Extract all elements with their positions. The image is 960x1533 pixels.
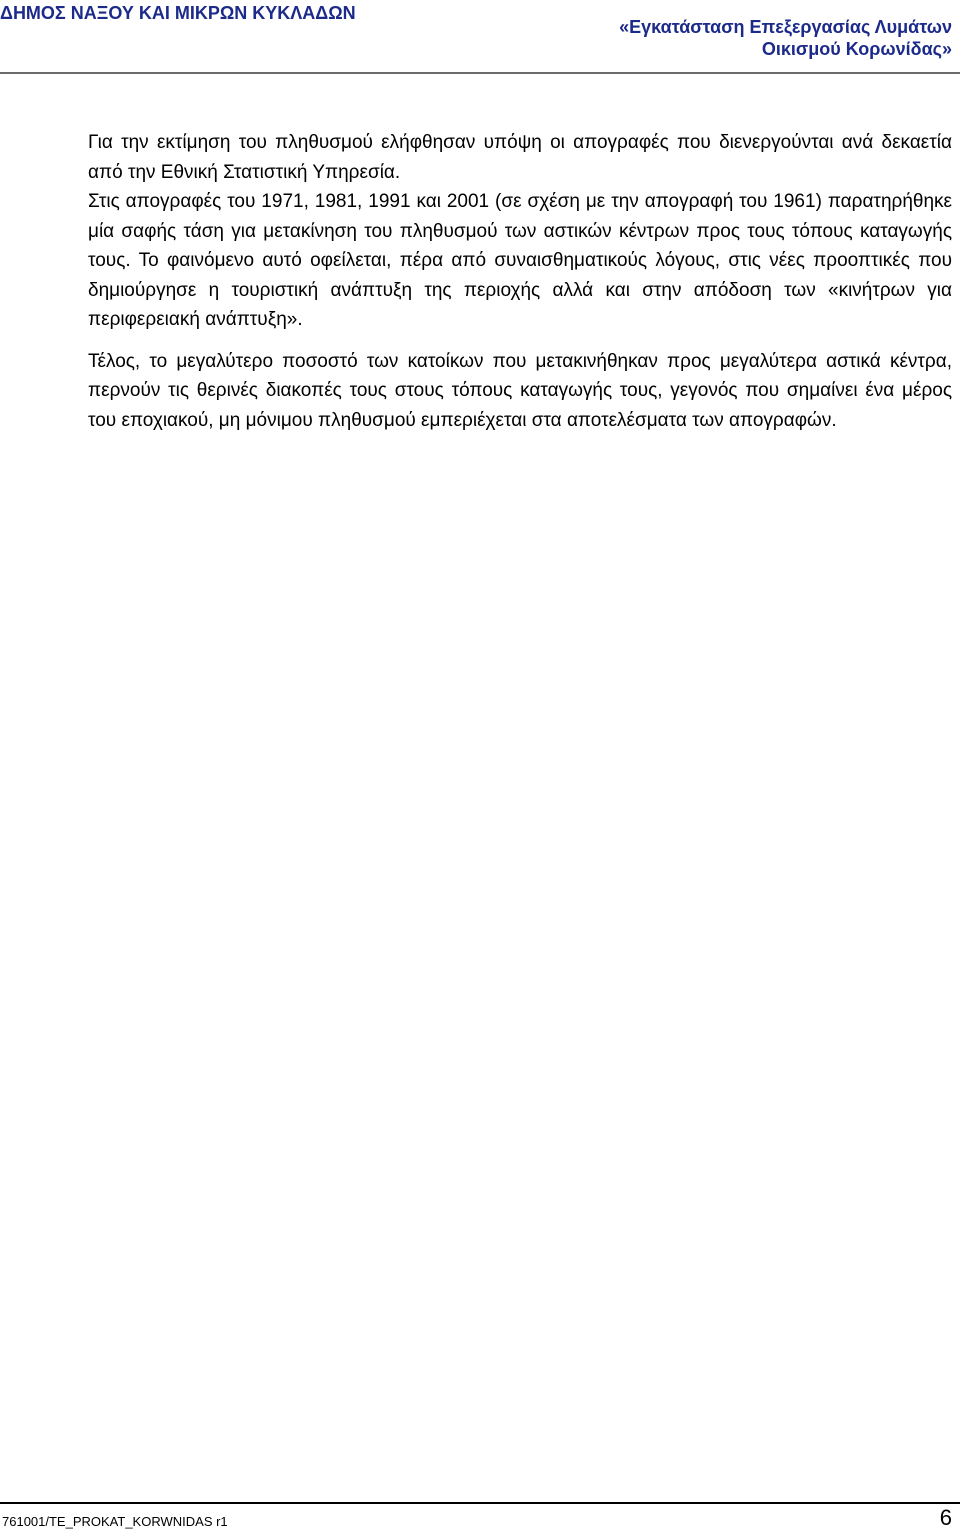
header-project-title [619,16,952,60]
document-body [88,128,952,435]
page-number: 6 [939,1505,952,1530]
header-organization: ΔΗΜΟΣ ΝΑΞΟΥ ΚΑΙ ΜΙΚΡΩΝ ΚΥΚΛΑΔΩΝ [0,3,356,23]
footer-document-code: 761001/TE_PROKAT_KORWNIDAS r1 [2,1514,228,1529]
paragraph-3: Τέλος, το μεγαλύτερο ποσοστό των κατοίκων που μετακινήθηκαν προς μεγαλύτερα αστικά κέντρα, περνούν τις θερινές διακοπές τους στους τόπους καταγωγής τους, γεγονός που σημαίνει ένα μέρος του εποχιακού, μη μόνιμου πληθυσμού εμπεριέχεται στα αποτελέσματα των απογραφών. [88,350,952,431]
paragraph-2: Στις απογραφές του 1971, 1981, 1991 και 2001 (σε σχέση με την απογραφή του 1961) παρατηρήθηκε μία σαφής τάση για μετακίνηση του πληθυσμού των αστικών κέντρων προς τους τόπους καταγωγής τους. Το φαινόμενο αυτό οφείλεται, πέρα από συναισθηματικούς λόγους, στις νέες προοπτικές που δημιούργησε η τουριστική ανάπτυξη της περιοχής αλλά και στην απόδοση των «κινήτρων για περιφερειακή ανάπτυξη». [88,191,952,330]
header-divider [0,72,960,74]
header-project-line-1: «Εγκατάσταση Επεξεργασίας Λυμάτων [619,17,952,37]
footer-divider [0,1502,960,1504]
header-project-line-2: Οικισμού Κορωνίδας» [761,39,952,59]
paragraph-1: Για την εκτίμηση του πληθυσμού ελήφθησαν υπόψη οι απογραφές που διενεργούνται ανά δεκαετία από την Εθνική Στατιστική Υπηρεσία. [88,132,952,183]
